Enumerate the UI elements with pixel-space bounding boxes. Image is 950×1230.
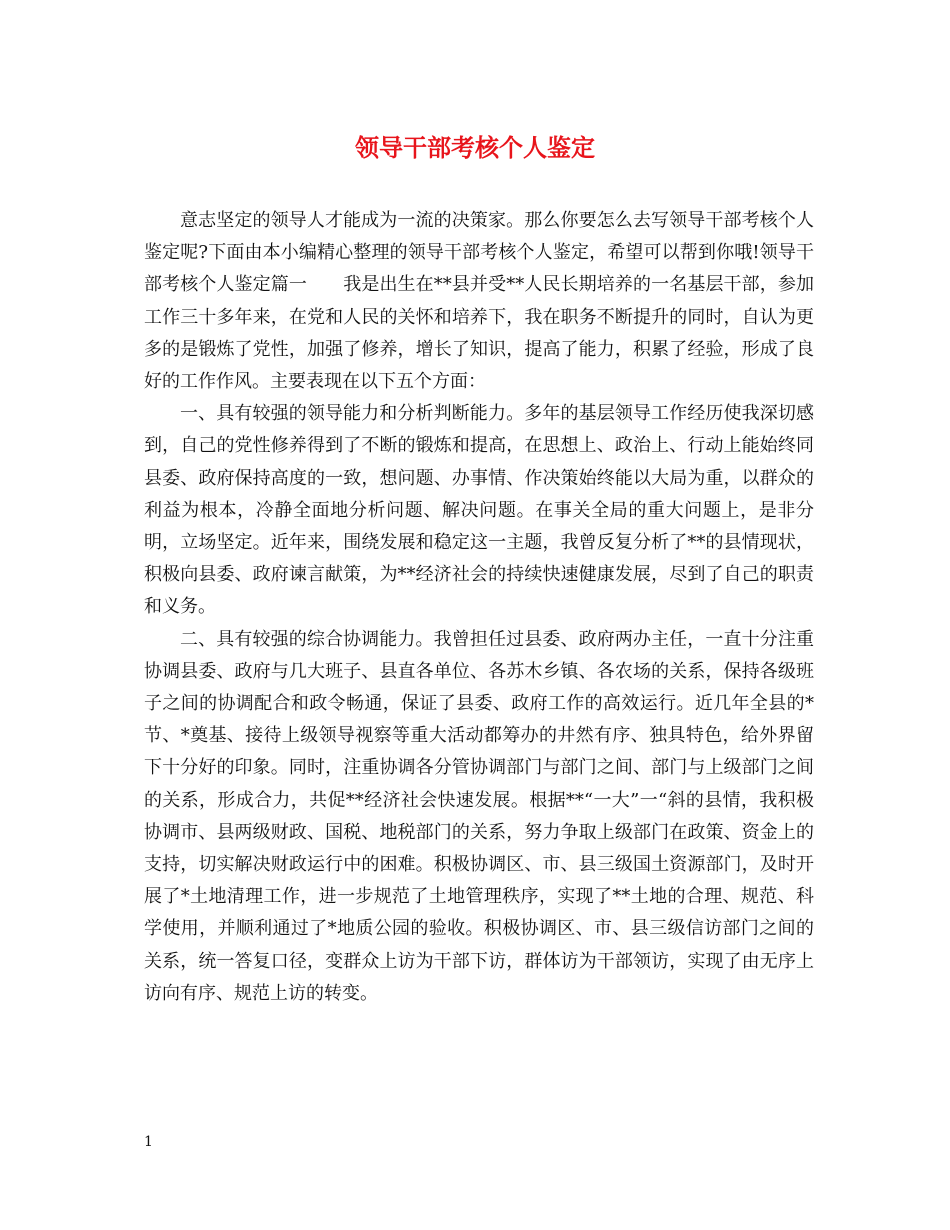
- paragraph-section-1: 一、具有较强的领导能力和分析判断能力。多年的基层领导工作经历使我深切感到，自己的党性修养得到了不断的锻炼和提高，在思想上、政治上、行动上能始终同县委、政府保持高度的一致，想问题、办事情、作决策始终能以大局为重，以群众的利益为根本，冷静全面地分析问题、解决问题。在事关全局的重大问题上，是非分明，立场坚定。近年来，围绕发展和稳定这一主题，我曾反复分析了**的县情现状，积极向县委、政府谏言献策，为**经济社会的持续快速健康发展，尽到了自己的职责和义务。: [144, 403, 814, 618]
- paragraph-intro: 意志坚定的领导人才能成为一流的决策家。那么你要怎么去写领导干部考核个人鉴定呢?下面由本小编精心整理的领导干部考核个人鉴定，希望可以帮到你哦!领导干部考核个人鉴定篇一 我是出生在**县并受**人民长期培养的一名基层干部，参加工作三十多年来，在党和人民的关怀和培养下，我在职务不断提升的同时，自认为更多的是锻炼了党性，加强了修养，增长了知识，提高了能力，积累了经验，形成了良好的工作作风。主要表现在以下五个方面：: [144, 210, 814, 393]
- paragraph-section-2: 二、具有较强的综合协调能力。我曾担任过县委、政府两办主任，一直十分注重协调县委、政府与几大班子、县直各单位、各苏木乡镇、各农场的关系，保持各级班子之间的协调配合和政令畅通，保证了县委、政府工作的高效运行。近几年全县的*节、*奠基、接待上级领导视察等重大活动都筹办的井然有序、独具特色，给外界留下十分好的印象。同时，注重协调各分管协调部门与部门之间、部门与上级部门之间的关系，形成合力，共促**经济社会快速发展。根据**“一大”一“斜的县情，我积极协调市、县两级财政、国税、地税部门的关系，努力争取上级部门在政策、资金上的支持，切实解决财政运行中的困难。积极协调区、市、县三级国土资源部门，及时开展了*土地清理工作，进一步规范了土地管理秩序，实现了**土地的合理、规范、科学使用，并顺利通过了*地质公园的验收。积极协调区、市、县三级信访部门之间的关系，统一答复口径，变群众上访为干部下访，群体访为干部领访，实现了由无序上访向有序、规范上访的转变。: [144, 628, 814, 1004]
- page-number: 1: [144, 1134, 153, 1150]
- document-title: 领导干部考核个人鉴定: [355, 133, 595, 162]
- document-body: [144, 205, 814, 1010]
